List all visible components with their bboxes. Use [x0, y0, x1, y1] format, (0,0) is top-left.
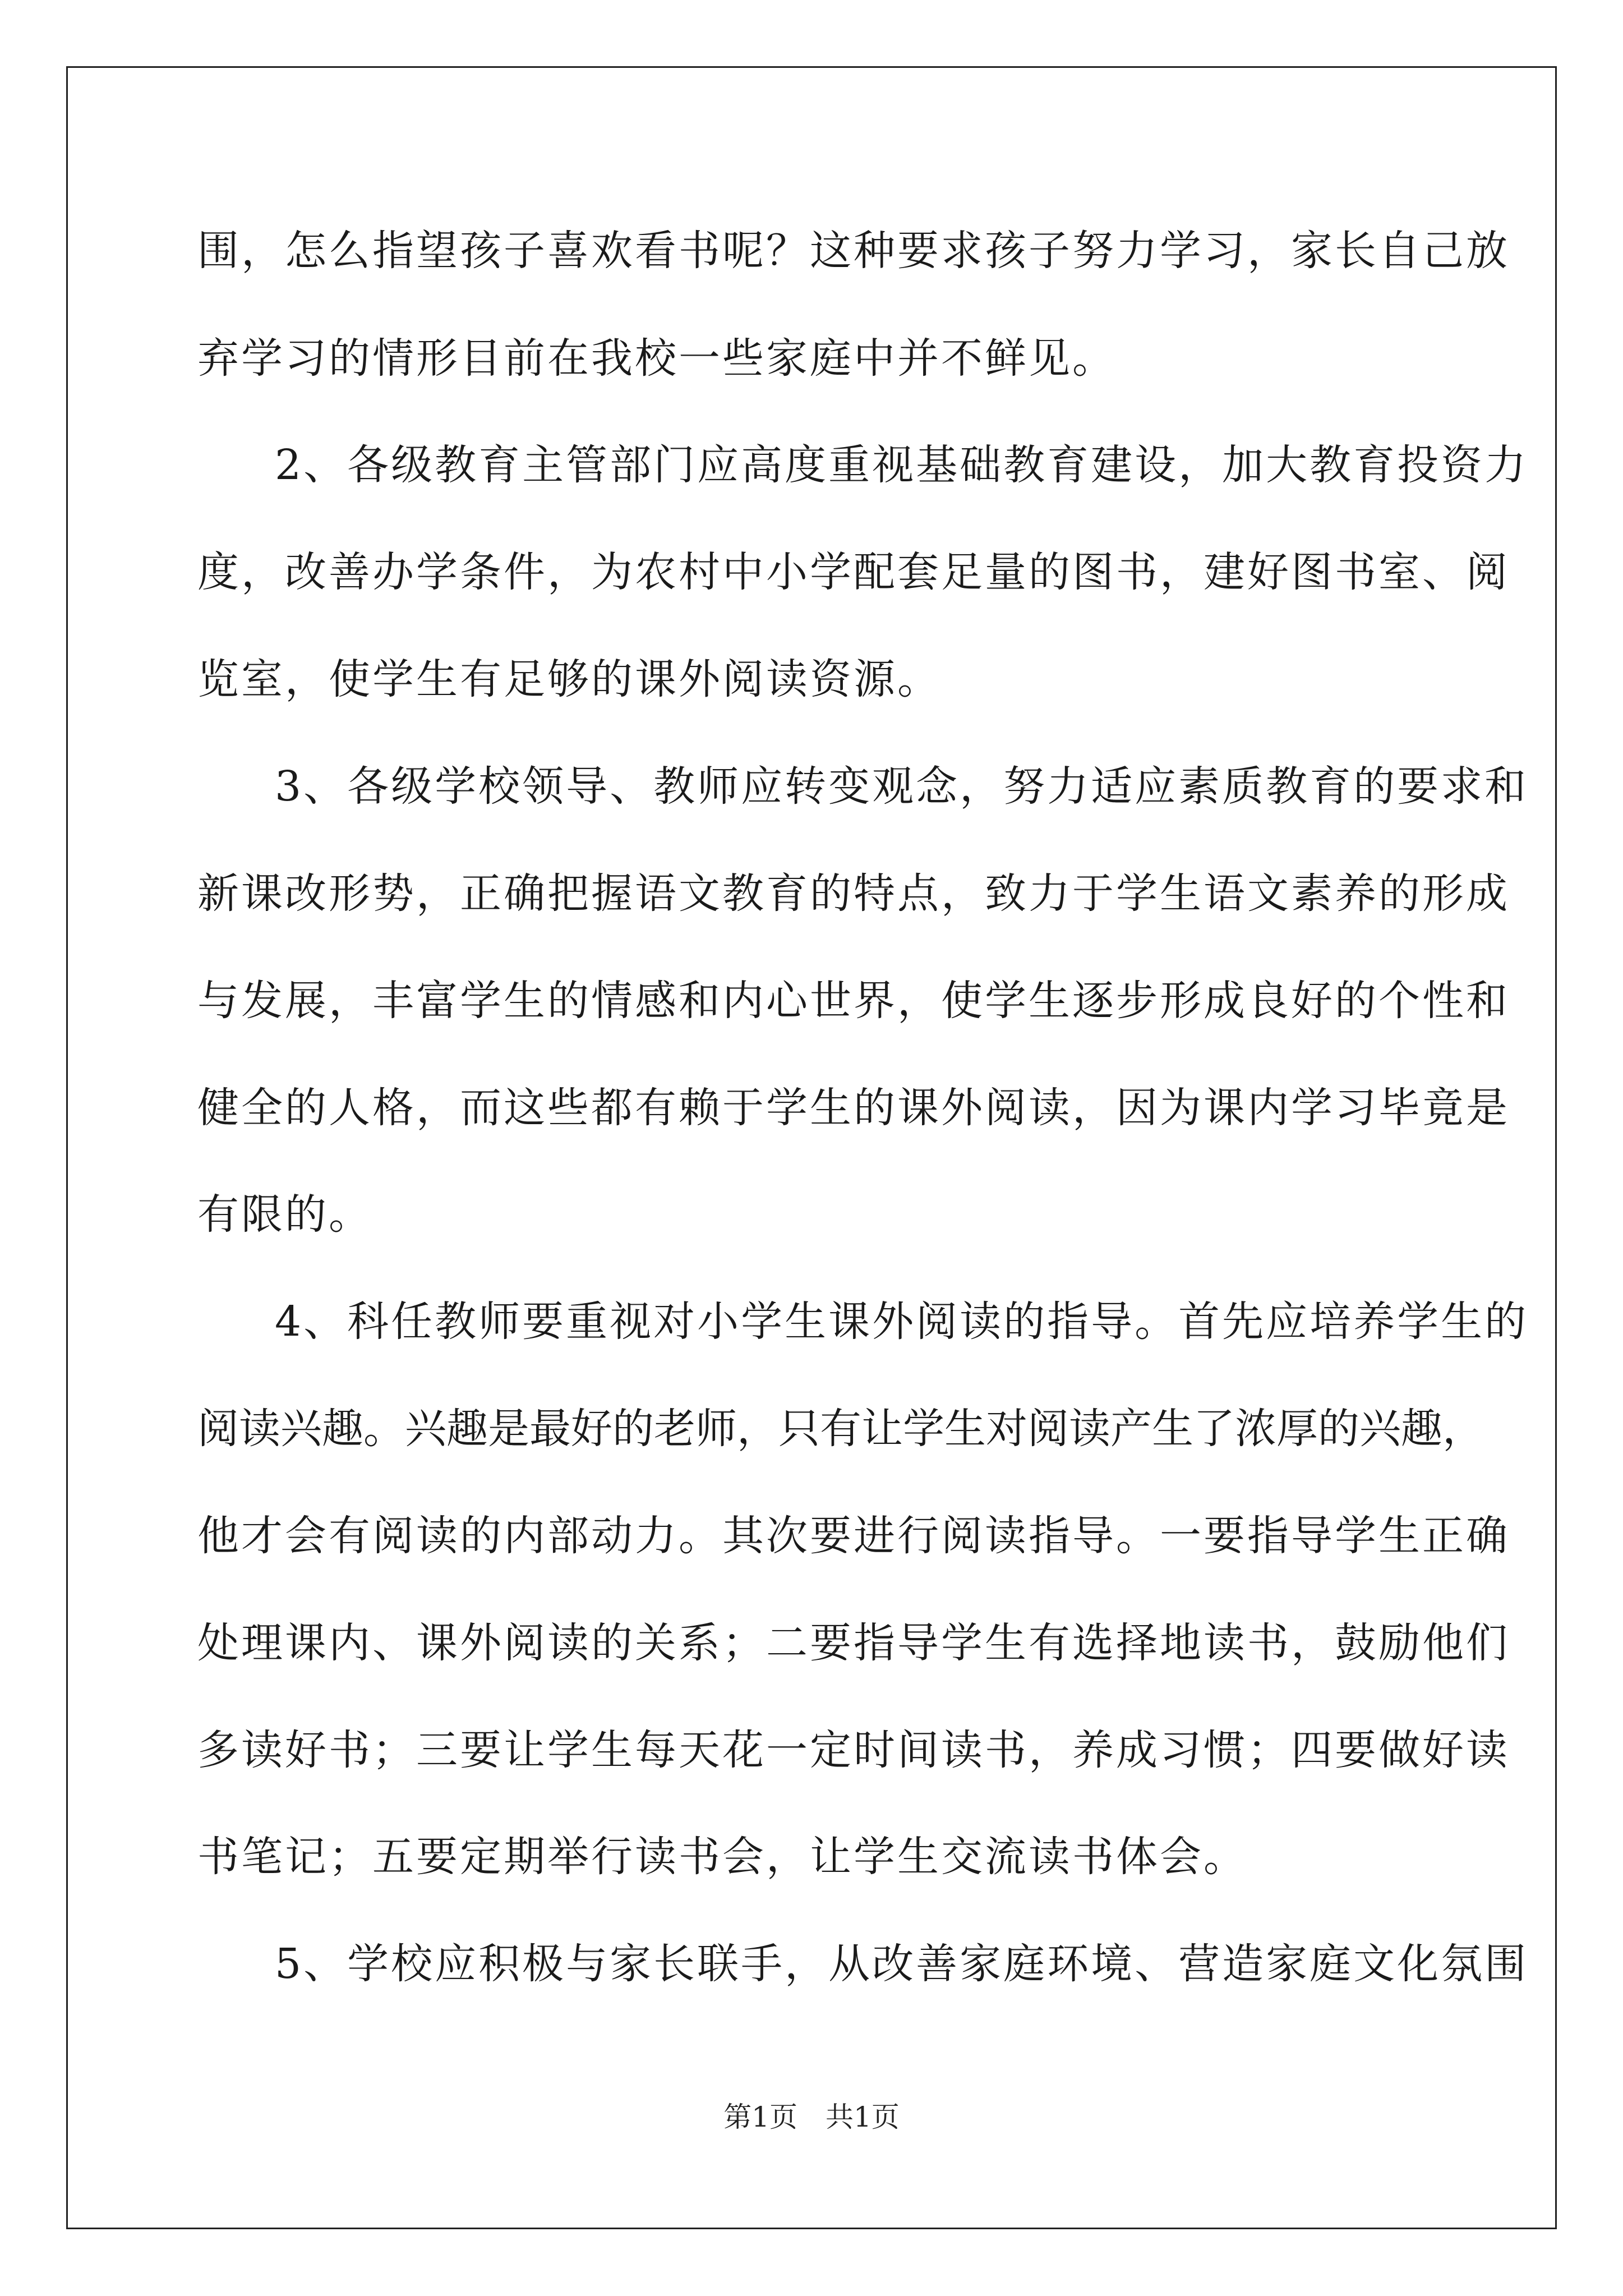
body-line: 览室，使学生有足够的课外阅读资源。: [197, 655, 941, 703]
page-border: [66, 66, 1557, 2229]
paragraph-3-line: 3、各级学校领导、教师应转变观念，努力适应素质教育的要求和: [275, 762, 1529, 811]
paragraph-2-line: 2、各级教育主管部门应高度重视基础教育建设，加大教育投资力: [275, 441, 1529, 489]
body-line: 围，怎么指望孩子喜欢看书呢？这种要求孩子努力学习，家长自己放: [197, 227, 1510, 275]
paragraph-4-line: 4、科任教师要重视对小学生课外阅读的指导。首先应培养学生的: [275, 1297, 1529, 1346]
body-line: 新课改形势，正确把握语文教育的特点，致力于学生语文素养的形成: [197, 869, 1510, 918]
page-number-footer: 第1页 共1页: [723, 2101, 900, 2133]
body-line: 有限的。: [197, 1190, 372, 1239]
body-line: 书笔记；五要定期举行读书会，让学生交流读书体会。: [197, 1833, 1247, 1881]
body-line: 阅读兴趣。兴趣是最好的老师，只有让学生对阅读产生了浓厚的兴趣，: [197, 1405, 1484, 1453]
body-line: 弃学习的情形目前在我校一些家庭中并不鲜见。: [197, 334, 1116, 383]
body-line: 与发展，丰富学生的情感和内心世界，使学生逐步形成良好的个性和: [197, 977, 1510, 1025]
body-line: 健全的人格，而这些都有赖于学生的课外阅读，因为课内学习毕竟是: [197, 1084, 1510, 1132]
body-line: 度，改善办学条件，为农村中小学配套足量的图书，建好图书室、阅: [197, 548, 1510, 596]
paragraph-5-line: 5、学校应积极与家长联手，从改善家庭环境、营造家庭文化氛围: [275, 1940, 1529, 1988]
body-line: 多读好书；三要让学生每天花一定时间读书，养成习惯；四要做好读: [197, 1726, 1510, 1774]
body-line: 他才会有阅读的内部动力。其次要进行阅读指导。一要指导学生正确: [197, 1512, 1510, 1560]
body-line: 处理课内、课外阅读的关系；二要指导学生有选择地读书，鼓励他们: [197, 1619, 1510, 1667]
